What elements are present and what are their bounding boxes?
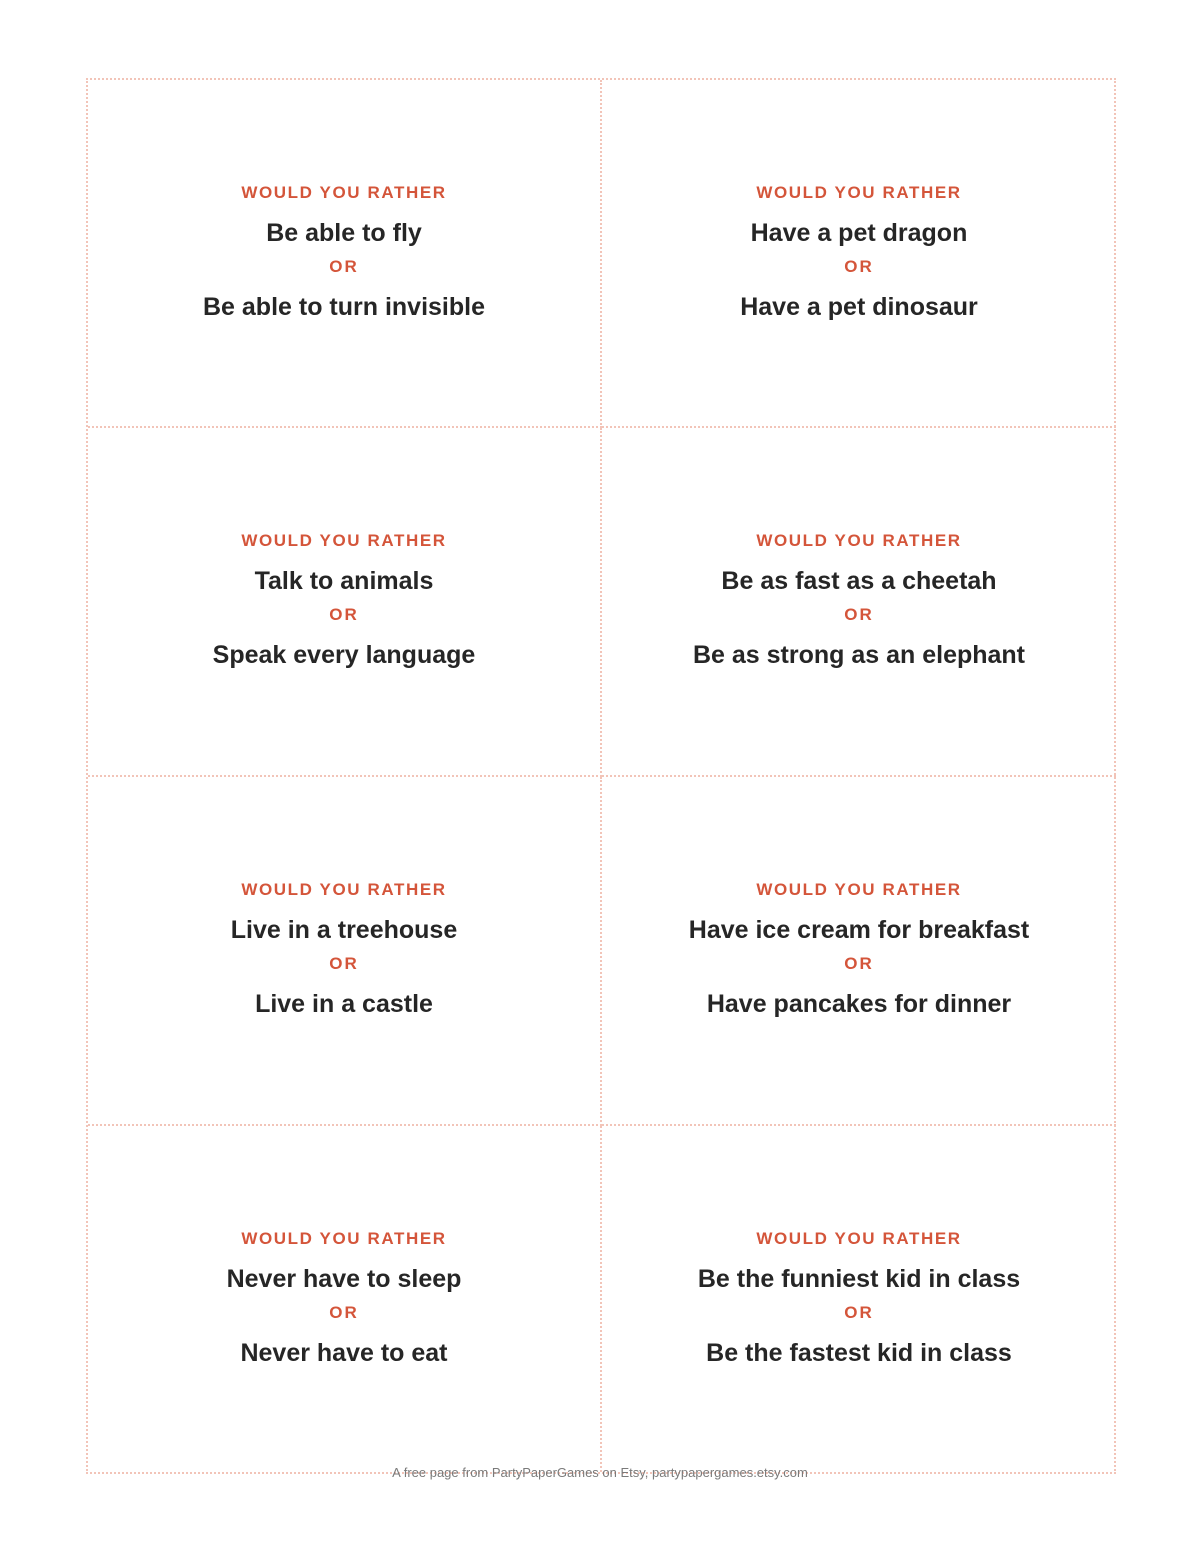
option-b: Be able to turn invisible [203, 293, 485, 321]
question-card [88, 777, 602, 1126]
option-a: Be the funniest kid in class [697, 1265, 1021, 1293]
option-b: Have a pet dinosaur [740, 293, 978, 321]
question-card [602, 428, 1116, 777]
card-content [602, 1228, 1116, 1368]
card-content [88, 879, 600, 1019]
or-separator: OR [844, 605, 874, 624]
card-heading: WOULD YOU RATHER [756, 183, 962, 202]
or-separator: OR [844, 954, 874, 973]
option-a: Have a pet dragon [750, 219, 968, 247]
or-separator: OR [329, 605, 359, 624]
card-heading: WOULD YOU RATHER [241, 880, 447, 899]
or-separator: OR [844, 1303, 874, 1322]
or-separator: OR [844, 257, 874, 276]
card-sheet [86, 78, 1116, 1474]
or-separator: OR [329, 1303, 359, 1322]
question-card [88, 80, 602, 428]
card-heading: WOULD YOU RATHER [756, 1229, 962, 1248]
card-heading: WOULD YOU RATHER [241, 1229, 447, 1248]
option-a: Have ice cream for breakfast [688, 916, 1030, 944]
option-b: Never have to eat [240, 1339, 448, 1367]
question-card [88, 428, 602, 777]
option-b: Be as strong as an elephant [692, 641, 1026, 669]
option-a: Be able to fly [266, 219, 422, 247]
option-b: Have pancakes for dinner [706, 990, 1012, 1018]
card-content [602, 182, 1116, 322]
or-separator: OR [329, 954, 359, 973]
option-b: Live in a castle [255, 990, 433, 1018]
option-a: Be as fast as a cheetah [721, 567, 997, 595]
card-content [602, 530, 1116, 670]
card-content [88, 182, 600, 322]
or-separator: OR [329, 257, 359, 276]
card-content [88, 1228, 600, 1368]
card-content [88, 530, 600, 670]
card-content [602, 879, 1116, 1019]
option-a: Talk to animals [254, 567, 434, 595]
question-card [602, 1126, 1116, 1472]
option-b: Be the fastest kid in class [706, 1339, 1012, 1367]
footer-credit: A free page from PartyPaperGames on Etsy, partypapergames.etsy.com [392, 1465, 808, 1480]
option-a: Live in a treehouse [230, 916, 458, 944]
option-a: Never have to sleep [226, 1265, 462, 1293]
card-heading: WOULD YOU RATHER [241, 531, 447, 550]
option-b: Speak every language [212, 641, 476, 669]
card-grid [88, 80, 1114, 1472]
card-heading: WOULD YOU RATHER [756, 531, 962, 550]
question-card [88, 1126, 602, 1472]
question-card [602, 80, 1116, 428]
card-heading: WOULD YOU RATHER [241, 183, 447, 202]
card-heading: WOULD YOU RATHER [756, 880, 962, 899]
question-card [602, 777, 1116, 1126]
